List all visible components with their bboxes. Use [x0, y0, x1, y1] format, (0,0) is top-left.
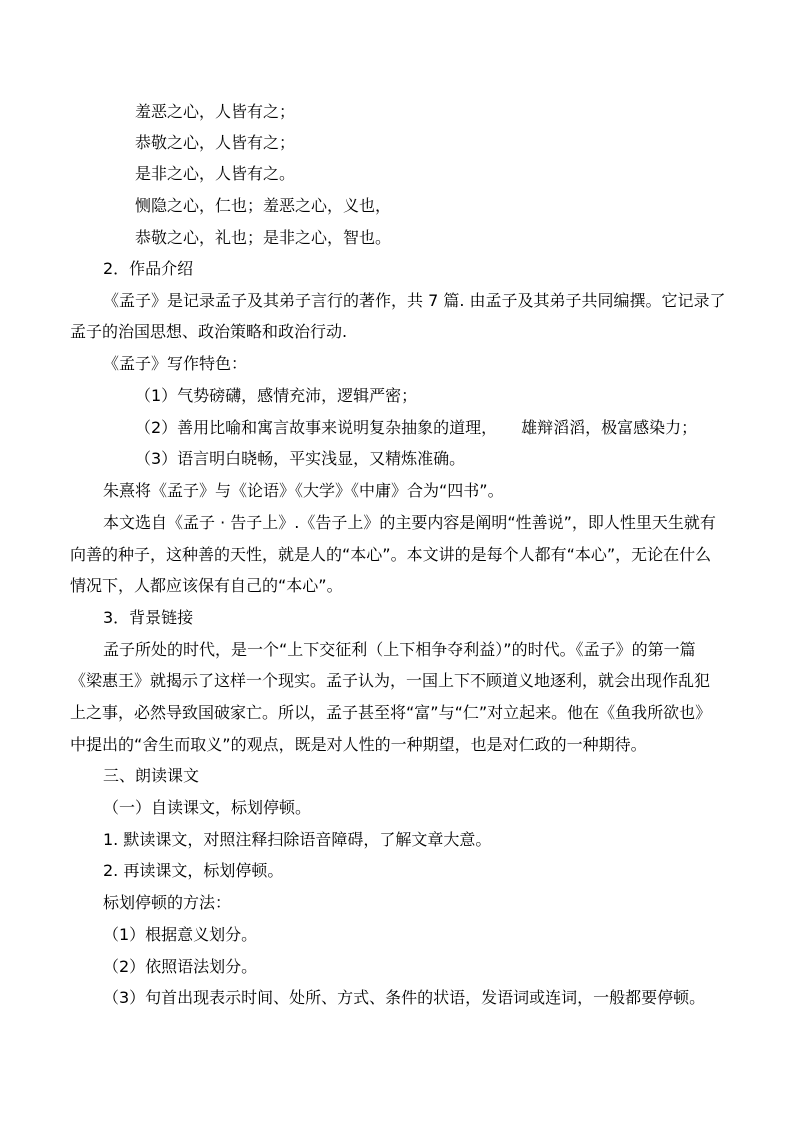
text-line: 《孟子》写作特色： — [103, 354, 248, 373]
list-item: （1）气势磅礴，感情充沛，逻辑严密； — [135, 386, 418, 405]
text-line: 孟子的治国思想、政治策略和政治行动. — [70, 322, 348, 341]
text-line: 2. 再读课文，标划停顿。 — [103, 861, 284, 880]
text-line: 情况下，人都应该保有自己的“本心”。 — [70, 576, 343, 595]
text-line: 《梁惠王》就揭示了这样一个现实。孟子认为，一国上下不顾道义地逐利，就会出现作乱犯 — [70, 671, 711, 690]
list-item: （3）语言明白晓畅，平实浅显，又精炼准确。 — [135, 449, 466, 468]
text-line: 恭敬之心，人皆有之； — [135, 133, 296, 152]
list-item: （2）善用比喻和寓言故事来说明复杂抽象的道理， 雄辩滔滔，极富感染力； — [135, 418, 698, 437]
text-line: 本文选自《孟子 · 告子上》.《告子上》的主要内容是阐明“性善说”，即人性里天生就有 — [103, 513, 716, 532]
section-heading: 3．背景链接 — [103, 608, 194, 627]
section-heading: 2．作品介绍 — [103, 259, 194, 278]
text-line: 恻隐之心，仁也；羞恶之心，义也， — [135, 196, 392, 215]
list-item: （3）句首出现表示时间、处所、方式、条件的状语，发语词或连词，一般都要停顿。 — [103, 988, 706, 1007]
text-line: 恭敬之心，礼也；是非之心，智也。 — [135, 228, 392, 247]
text-line: 朱熹将《孟子》与《论语》《大学》《中庸》合为“四书”。 — [103, 481, 504, 500]
text-line: 1. 默读课文，对照注释扫除语音障碍，了解文章大意。 — [103, 830, 492, 849]
text-line: 向善的种子，这种善的天性，就是人的“本心”。本文讲的是每个人都有“本心”，无论在什么 — [70, 545, 712, 564]
list-item: （1）根据意义划分。 — [103, 925, 258, 944]
text-line: 上之事，必然导致国破家亡。所以，孟子甚至将“富”与“仁”对立起来。他在《鱼我所欲也》 — [70, 703, 712, 722]
text-line: 是非之心，人皆有之。 — [135, 164, 296, 183]
text-line: 羞恶之心，人皆有之； — [135, 102, 296, 121]
list-item: （2）依照语法划分。 — [103, 957, 258, 976]
section-heading: 三、朗读课文 — [103, 766, 200, 785]
text-line: 孟子所处的时代，是一个“上下交征利（上下相争夺利益）”的时代。《孟子》的第一篇 — [103, 640, 696, 659]
text-line: 《孟子》是记录孟子及其弟子言行的著作，共 7 篇. 由孟子及其弟子共同编撰。它记录了 — [103, 291, 726, 310]
text-line: （一）自读课文，标划停顿。 — [103, 798, 312, 817]
text-line: 中提出的“舍生而取义”的观点，既是对人性的一种期望，也是对仁政的一种期待。 — [70, 735, 647, 754]
text-line: 标划停顿的方法： — [103, 893, 232, 912]
